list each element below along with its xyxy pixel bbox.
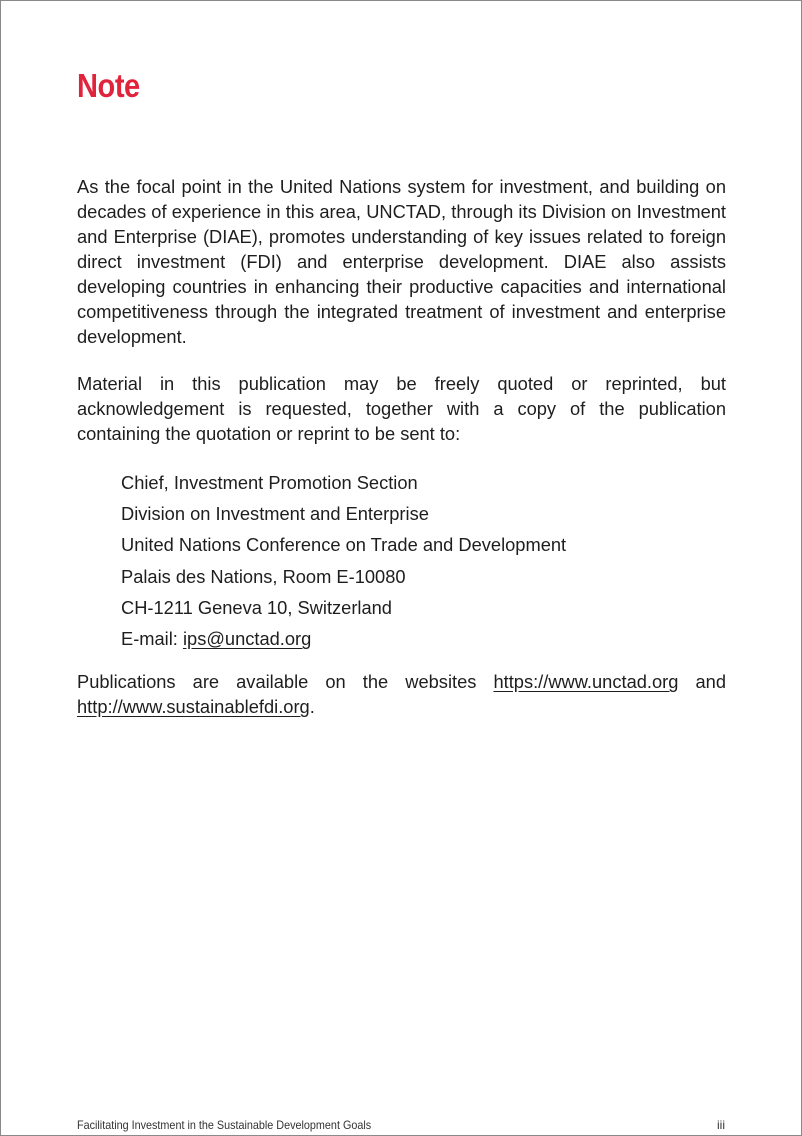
publications-connector: and <box>678 671 726 692</box>
publications-prefix: Publications are available on the websites <box>77 671 494 692</box>
footer-page-number: iii <box>717 1118 725 1132</box>
address-line: Division on Investment and Enterprise <box>121 503 429 525</box>
address-line: Palais des Nations, Room E-10080 <box>121 565 406 587</box>
address-line: United Nations Conference on Trade and Development <box>121 534 567 556</box>
email-link[interactable]: ips@unctad.org <box>182 628 312 650</box>
email-line <box>121 623 566 654</box>
publications-paragraph <box>77 669 726 719</box>
address-line: CH-1211 Geneva 10, Switzerland <box>121 596 392 618</box>
permission-paragraph: Material in this publication may be freely quoted or reprinted, but acknowledgement is requested, together with a copy of the publication containing the quotation or reprint to be sent to: <box>77 373 726 444</box>
page-title: Note <box>77 67 140 104</box>
intro-paragraph: As the focal point in the United Nations system for investment, and building on decades of experience in this area, UNCTAD, through its Division on Investment and Enterprise (DIAE), promotes understanding of key issues related to foreign direct investment (FDI) and enterprise development. DIAE also assists developing countries in enhancing their productive capacities and international competitiveness through the integrated treatment of investment and enterprise development. <box>77 176 726 347</box>
email-label: E-mail: <box>121 628 183 650</box>
address-line: Chief, Investment Promotion Section <box>121 472 418 493</box>
unctad-website-link[interactable]: https://www.unctad.org <box>493 671 679 692</box>
sustainablefdi-website-link[interactable]: http://www.sustainablefdi.org <box>77 696 310 717</box>
publications-suffix: . <box>309 696 315 717</box>
footer-publication-title: Facilitating Investment in the Sustainable Development Goals <box>77 1118 372 1132</box>
contact-address <box>121 467 566 654</box>
